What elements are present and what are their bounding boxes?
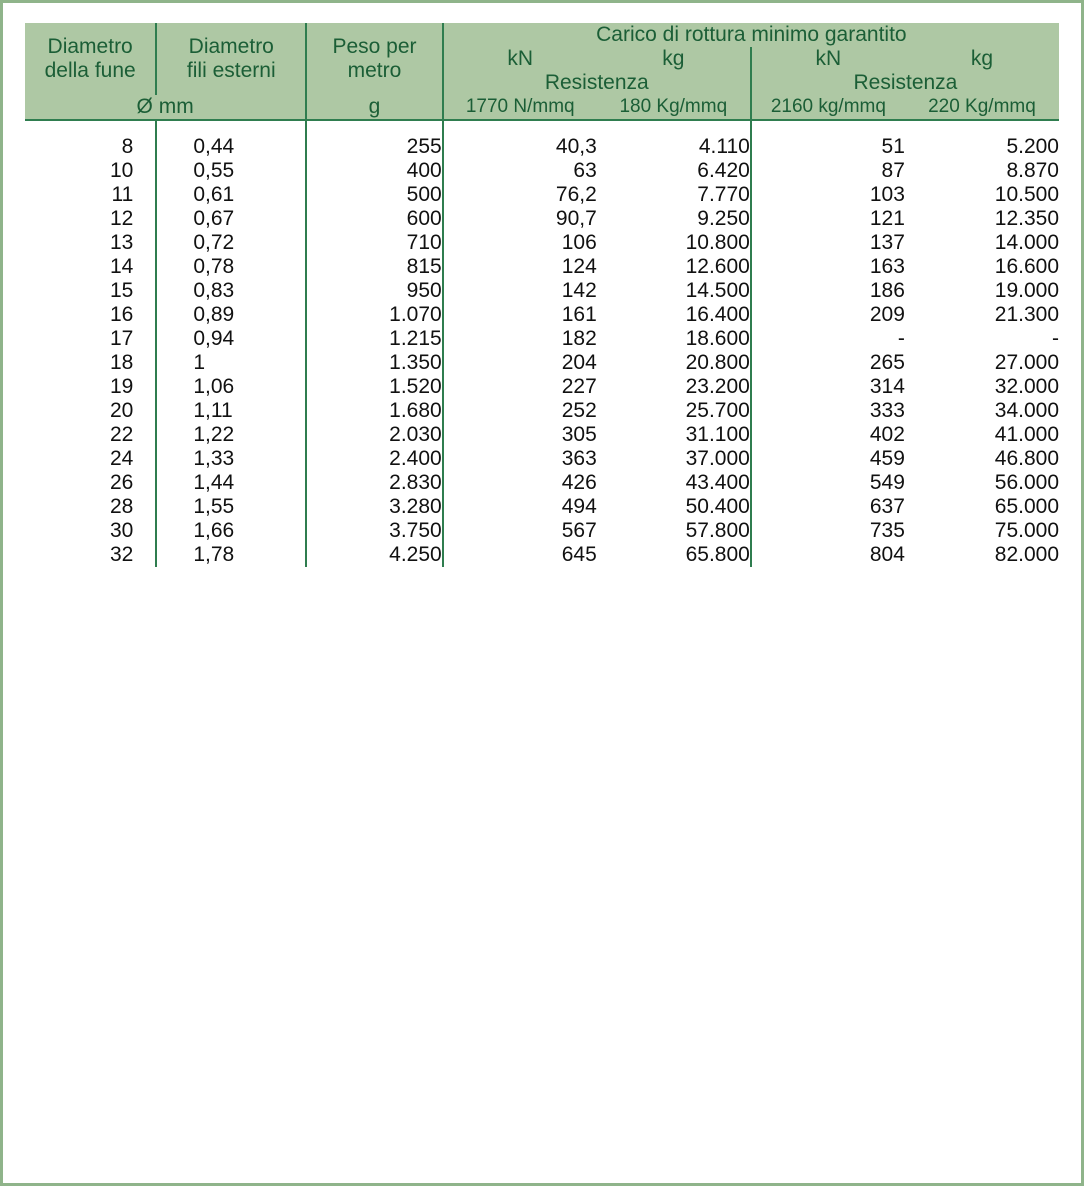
table-row <box>25 399 1059 423</box>
table-row <box>25 375 1059 399</box>
cell-diametro-fune: 8 <box>25 120 156 159</box>
cell-peso-per-metro: 1.520 <box>306 375 442 399</box>
table-row <box>25 447 1059 471</box>
header-kn-1770: kN <box>443 47 597 71</box>
cell-diametro-fili: 1,44 <box>156 471 306 495</box>
cell-kn-1770: 90,7 <box>443 207 597 231</box>
cell-diametro-fili: 0,94 <box>156 327 306 351</box>
cell-diametro-fili: 0,83 <box>156 279 306 303</box>
cell-diametro-fili: 0,72 <box>156 231 306 255</box>
cell-kg-180: 18.600 <box>685 327 750 350</box>
cell-kn-1770: 76,2 <box>443 183 597 207</box>
table-body <box>25 120 1059 567</box>
cell-kn-2160: 209 <box>751 303 905 327</box>
cell-diametro-fili: 0,78 <box>156 255 306 279</box>
cell-peso-per-metro: 1.350 <box>306 351 442 375</box>
header-diametro-fili-line1: Diametro <box>188 35 274 58</box>
header-carico-rottura: Carico di rottura minimo garantito <box>443 23 1059 47</box>
cell-kn-2160: 51 <box>751 120 905 159</box>
cell-kg-220: 46.800 <box>994 447 1059 470</box>
cell-kg-180: 31.100 <box>685 423 750 446</box>
cell-diametro-fili: 0,55 <box>156 159 306 183</box>
cell-diametro-fili: 0,44 <box>156 120 306 159</box>
header-diametro-fili-line2: fili esterni <box>186 59 276 82</box>
header-diametro-fune-line2: della fune <box>44 59 136 82</box>
table-row <box>25 519 1059 543</box>
cell-kg-220: 82.000 <box>994 543 1059 566</box>
cell-diametro-fune: 11 <box>111 183 134 206</box>
cell-kn-1770: 426 <box>443 471 597 495</box>
cell-kn-2160: 314 <box>751 375 905 399</box>
cell-diametro-fili: 1,06 <box>156 375 306 399</box>
table-row <box>25 183 1059 207</box>
cell-kn-1770: 40,3 <box>443 120 597 159</box>
cell-kn-1770: 63 <box>443 159 597 183</box>
cell-peso-per-metro: 1.070 <box>306 303 442 327</box>
cell-kg-220: 12.350 <box>994 207 1059 230</box>
cell-peso-per-metro: 2.400 <box>306 447 442 471</box>
header-kn-2160: kN <box>751 47 905 71</box>
header-resistenza-b: Resistenza <box>751 71 1059 95</box>
table-row <box>25 159 1059 183</box>
cell-kg-180: 25.700 <box>685 399 750 422</box>
cell-diametro-fili: 1,78 <box>156 543 306 567</box>
cell-diametro-fili: 1,33 <box>156 447 306 471</box>
cell-kg-180: 20.800 <box>685 351 750 374</box>
cell-diametro-fune: 12 <box>109 207 134 230</box>
cell-diametro-fili: 1,22 <box>156 423 306 447</box>
cell-peso-per-metro: 1.680 <box>306 399 442 423</box>
cell-diametro-fune: 18 <box>109 351 134 374</box>
cell-kg-220: 34.000 <box>994 399 1059 422</box>
cell-diametro-fune: 15 <box>109 279 134 302</box>
cell-diametro-fune: 30 <box>109 519 134 542</box>
table-header <box>25 23 1059 120</box>
cell-kn-2160: 804 <box>751 543 905 567</box>
cell-diametro-fune: 17 <box>109 327 134 350</box>
table-row <box>25 303 1059 327</box>
cell-kn-2160: - <box>751 327 905 351</box>
table-row <box>25 495 1059 519</box>
cell-diametro-fune: 28 <box>109 495 134 518</box>
header-resistenza-a: Resistenza <box>443 71 751 95</box>
cell-kg-220: 19.000 <box>994 279 1059 302</box>
cell-kn-2160: 735 <box>751 519 905 543</box>
cell-kg-180: 4.110 <box>597 120 751 159</box>
table-row <box>25 351 1059 375</box>
cell-kn-1770: 305 <box>443 423 597 447</box>
cell-diametro-fune: 22 <box>109 423 134 446</box>
cell-kg-180: 65.800 <box>685 543 750 566</box>
cell-kn-1770: 227 <box>443 375 597 399</box>
cell-kn-1770: 204 <box>443 351 597 375</box>
header-diametro-fili <box>156 23 306 95</box>
cell-kg-180: 10.800 <box>685 231 750 254</box>
cell-kn-2160: 333 <box>751 399 905 423</box>
table-row <box>25 207 1059 231</box>
cell-kg-180: 14.500 <box>685 279 750 302</box>
header-peso-per-metro <box>306 23 442 95</box>
cell-peso-per-metro: 815 <box>306 255 442 279</box>
cell-kn-2160: 186 <box>751 279 905 303</box>
cell-diametro-fune: 19 <box>109 375 134 398</box>
cell-kn-1770: 363 <box>443 447 597 471</box>
cell-kn-2160: 121 <box>751 207 905 231</box>
cell-diametro-fili: 1,11 <box>156 399 306 423</box>
cell-peso-per-metro: 400 <box>306 159 442 183</box>
cell-kg-180: 50.400 <box>685 495 750 518</box>
cell-kn-2160: 549 <box>751 471 905 495</box>
cell-kg-180: 6.420 <box>697 159 750 182</box>
cell-peso-per-metro: 2.030 <box>306 423 442 447</box>
header-unit-kg-180: 180 Kg/mmq <box>597 95 751 120</box>
cell-kn-1770: 142 <box>443 279 597 303</box>
cell-peso-per-metro: 1.215 <box>306 327 442 351</box>
cell-peso-per-metro: 255 <box>306 120 442 159</box>
cell-kg-180: 9.250 <box>697 207 750 230</box>
header-unit-kg-220: 220 Kg/mmq <box>905 95 1059 120</box>
cell-kg-220: 56.000 <box>994 471 1059 494</box>
cell-kg-180: 16.400 <box>685 303 750 326</box>
cell-diametro-fune: 20 <box>109 399 134 422</box>
cell-peso-per-metro: 500 <box>306 183 442 207</box>
cell-kg-180: 57.800 <box>685 519 750 542</box>
table-row <box>25 231 1059 255</box>
cell-kn-2160: 87 <box>751 159 905 183</box>
cell-kg-180: 37.000 <box>685 447 750 470</box>
header-unit-diametro: Ø mm <box>25 95 306 120</box>
cell-diametro-fili: 0,89 <box>156 303 306 327</box>
cell-peso-per-metro: 3.280 <box>306 495 442 519</box>
cell-kn-1770: 182 <box>443 327 597 351</box>
header-peso-line1: Peso per <box>332 35 417 58</box>
cell-kg-180: 7.770 <box>697 183 750 206</box>
table-row <box>25 423 1059 447</box>
cell-kn-2160: 163 <box>751 255 905 279</box>
header-unit-kn-1770: 1770 N/mmq <box>443 95 597 120</box>
table-row <box>25 471 1059 495</box>
cell-peso-per-metro: 4.250 <box>306 543 442 567</box>
table-row <box>25 543 1059 567</box>
cell-diametro-fune: 14 <box>109 255 134 278</box>
cell-diametro-fili: 1 <box>156 351 306 375</box>
cell-peso-per-metro: 950 <box>306 279 442 303</box>
cell-kg-220: 41.000 <box>994 423 1059 446</box>
cell-kn-2160: 103 <box>751 183 905 207</box>
table-row <box>25 255 1059 279</box>
header-kg-220: kg <box>905 47 1059 71</box>
cell-kn-2160: 137 <box>751 231 905 255</box>
header-row-measure-units <box>25 95 1059 120</box>
cell-kg-220: 14.000 <box>994 231 1059 254</box>
cell-peso-per-metro: 600 <box>306 207 442 231</box>
cell-diametro-fili: 0,61 <box>156 183 306 207</box>
cell-kg-180: 43.400 <box>685 471 750 494</box>
cell-kg-220: 16.600 <box>994 255 1059 278</box>
cell-kn-1770: 252 <box>443 399 597 423</box>
cell-kg-220: 10.500 <box>994 183 1059 206</box>
cell-kn-1770: 124 <box>443 255 597 279</box>
cell-peso-per-metro: 2.830 <box>306 471 442 495</box>
cell-diametro-fune: 13 <box>109 231 134 254</box>
cell-kn-1770: 494 <box>443 495 597 519</box>
cell-kg-220: 5.200 <box>905 120 1059 159</box>
cell-kg-180: 23.200 <box>685 375 750 398</box>
cell-diametro-fune: 32 <box>109 543 134 566</box>
cell-kn-2160: 265 <box>751 351 905 375</box>
cell-kg-220: 75.000 <box>994 519 1059 542</box>
cell-kg-220: 21.300 <box>994 303 1059 326</box>
cell-kn-1770: 567 <box>443 519 597 543</box>
cell-peso-per-metro: 710 <box>306 231 442 255</box>
cell-kn-2160: 637 <box>751 495 905 519</box>
cell-kn-1770: 106 <box>443 231 597 255</box>
cell-diametro-fune: 10 <box>109 159 134 182</box>
cell-kn-1770: 645 <box>443 543 597 567</box>
cell-diametro-fune: 24 <box>109 447 134 470</box>
header-unit-kn-2160: 2160 kg/mmq <box>751 95 905 120</box>
cell-kg-220: 65.000 <box>994 495 1059 518</box>
cell-kn-1770: 161 <box>443 303 597 327</box>
header-kg-180: kg <box>597 47 751 71</box>
cell-kg-220: 27.000 <box>994 351 1059 374</box>
cell-peso-per-metro: 3.750 <box>306 519 442 543</box>
cell-diametro-fili: 1,66 <box>156 519 306 543</box>
cell-diametro-fune: 26 <box>109 471 134 494</box>
header-unit-peso: g <box>306 95 442 120</box>
table-row <box>25 120 1059 159</box>
cell-kg-220: 32.000 <box>994 375 1059 398</box>
cell-kg-180: 12.600 <box>685 255 750 278</box>
header-diametro-fune-line1: Diametro <box>47 35 133 58</box>
table-row <box>25 279 1059 303</box>
cell-diametro-fili: 1,55 <box>156 495 306 519</box>
header-diametro-fune <box>25 23 156 95</box>
cell-kn-2160: 459 <box>751 447 905 471</box>
header-peso-line2: metro <box>347 59 402 82</box>
cell-kn-2160: 402 <box>751 423 905 447</box>
header-row-titles <box>25 23 1059 47</box>
table-row <box>25 327 1059 351</box>
cell-kg-220: 8.870 <box>1006 159 1059 182</box>
cell-diametro-fili: 0,67 <box>156 207 306 231</box>
cell-kg-220: - <box>1052 327 1059 350</box>
cell-diametro-fune: 16 <box>109 303 134 326</box>
rope-specification-table <box>25 23 1059 567</box>
